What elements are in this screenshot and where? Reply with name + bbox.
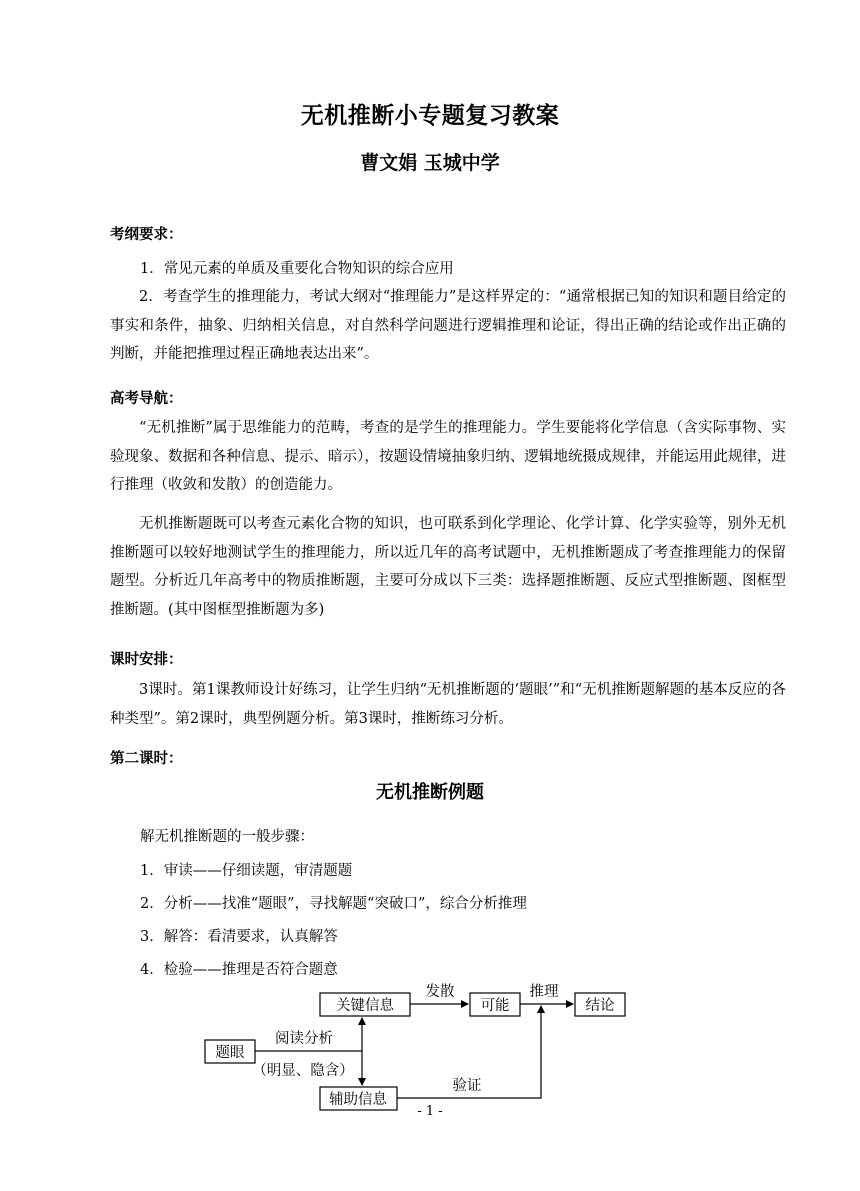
eye-label: 题眼: [215, 1045, 245, 1061]
section-heading-lesson2: 第二课时：: [110, 751, 183, 767]
verify-label: 验证: [452, 1078, 482, 1094]
schedule-paragraph: 3课时。第1课教师设计好练习，让学生归纳“无机推断题的‘题眼’”和“无机推断题解题的基本反应的各种类型”。第2课时，典型例题分析。第3课时，推断练习分析。: [110, 682, 786, 727]
steps-intro: 解无机推断题的一般步骤：: [140, 829, 314, 845]
guide-paragraph-2: 无机推断题既可以考查元素化合物的知识，也可联系到化学理论、化学计算、化学实验等，别外无机推断题可以较好地测试学生的推理能力，所以近几年的高考试题中，无机推断题成了考查推理能力的保留题型。分析近几年高考中的物质推断题，主要可分成以下三类：选择题推断题、反应式型推断题、图框型推断题。(其中图框型推断题为多): [110, 516, 786, 618]
aux-info-label: 辅助信息: [329, 1092, 387, 1108]
section-heading-syllabus: 考纲要求：: [110, 227, 183, 243]
syllabus-item-2: 2．考查学生的推理能力，考试大纲对“推理能力”是这样界定的：“通常根据已知的知识和题目给定的事实和条件，抽象、归纳相关信息，对自然科学问题进行逻辑推理和论证，得出正确的结论或作出正确的判断，并能把推理过程正确地表达出来”。: [110, 289, 786, 362]
step-1: 1．审读——仔细读题，审清题题: [140, 863, 353, 879]
reasoning-flow-diagram: [0, 975, 860, 1115]
reasoning-label: 推理: [529, 984, 559, 1000]
conclusion-label: 结论: [585, 998, 615, 1014]
author-line: 曹文娟 玉城中学: [360, 152, 500, 174]
explicit-implicit-label: （明显、隐含）: [252, 1063, 354, 1079]
section-heading-schedule: 课时安排：: [110, 652, 183, 668]
key-info-label: 关键信息: [336, 998, 394, 1014]
step-2: 2．分析——找准“题眼”，寻找解题“突破口”，综合分析推理: [140, 896, 527, 912]
step-4: 4．检验——推理是否符合题意: [140, 962, 338, 978]
read-analysis-label: 阅读分析: [275, 1031, 333, 1047]
possible-label: 可能: [480, 998, 510, 1014]
diverge-label: 发散: [425, 984, 455, 1000]
guide-paragraph-1: “无机推断”属于思维能力的范畴，考查的是学生的推理能力。学生要能将化学信息（含实际事物、实验现象、数据和各种信息、提示、暗示），按题设情境抽象归纳、逻辑地统摄成规律，并能运用此规律，进行推理（收敛和发散）的创造能力。: [110, 420, 786, 493]
page-number: - 1 -: [417, 1104, 443, 1119]
section-heading-guide: 高考导航：: [110, 391, 183, 407]
document-title: 无机推断小专题复习教案: [300, 103, 560, 129]
syllabus-item-1: 1．常见元素的单质及重要化合物知识的综合应用: [140, 261, 454, 277]
lesson-subtitle: 无机推断例题: [376, 782, 484, 803]
step-3: 3．解答：看清要求，认真解答: [140, 929, 338, 945]
